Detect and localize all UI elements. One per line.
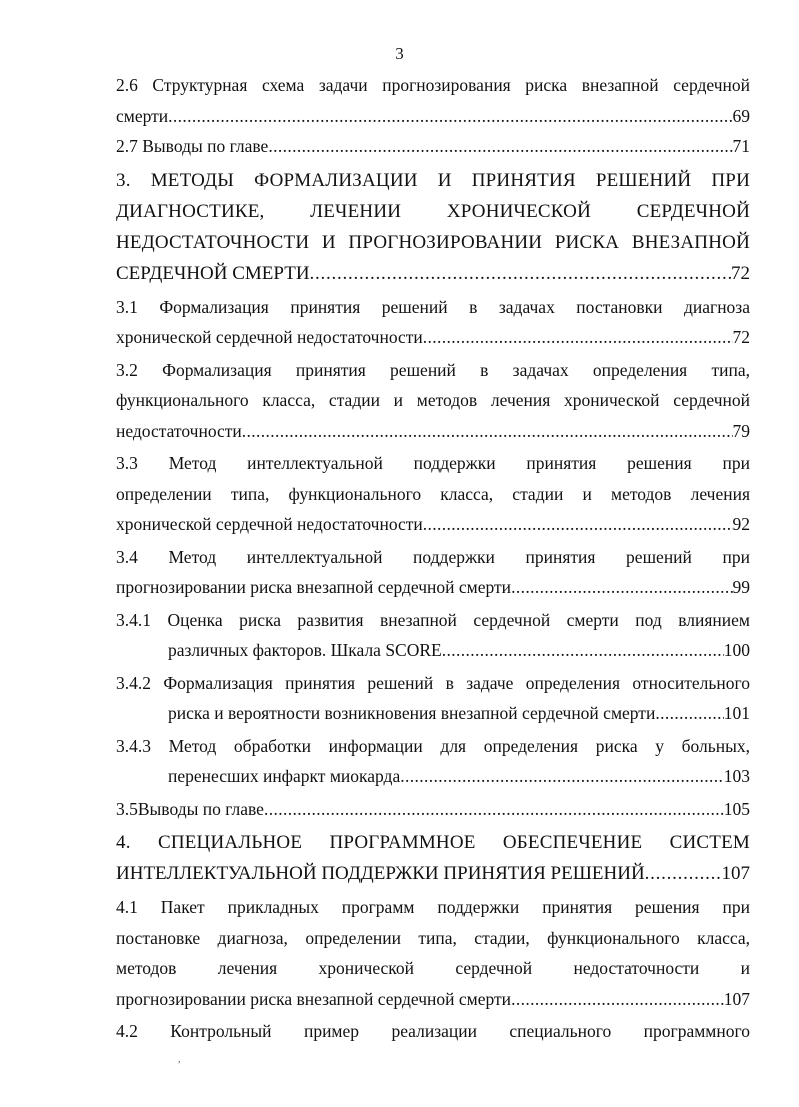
toc-text: ИНТЕЛЛЕКТУАЛЬНОЙ ПОДДЕРЖКИ ПРИНЯТИЯ РЕШЕНИЙ xyxy=(116,863,645,884)
leader-dots xyxy=(442,635,724,666)
toc-leader-line xyxy=(116,131,750,162)
toc-entry-3-4-2[interactable] xyxy=(116,668,750,729)
toc-line: НЕДОСТАТОЧНОСТИ И ПРОГНОЗИРОВАНИИ РИСКА ВНЕЗАПНОЙ xyxy=(116,231,750,253)
scan-speck: , xyxy=(178,1054,181,1065)
toc-text: недостаточности xyxy=(116,420,242,441)
toc-entry-3-1[interactable] xyxy=(116,292,750,353)
toc-text: риска и вероятности возникновения внезапной сердечной смерти xyxy=(168,703,656,723)
toc-line: 3.4.2 Формализация принятия решений в задаче определения относительного xyxy=(116,672,750,693)
toc-leader-line xyxy=(116,258,750,289)
toc-entry-2-7[interactable] xyxy=(116,131,750,162)
toc-line: 3.4 Метод интеллектуальной поддержки принятия решений при xyxy=(116,546,750,567)
toc-entry-4[interactable] xyxy=(116,827,750,889)
toc-line: 3.4.3 Метод обработки информации для определения риска у больных, xyxy=(116,735,750,756)
toc-entry-3-4-3[interactable] xyxy=(116,731,750,792)
toc-entry-3-4[interactable] xyxy=(116,542,750,603)
toc-entry-4-1[interactable] xyxy=(116,892,750,1014)
toc-leader-line xyxy=(116,322,750,353)
toc-page: 72 xyxy=(732,327,750,347)
toc-leader-line xyxy=(116,509,750,540)
toc-page: 100 xyxy=(723,640,750,660)
toc-leader-line xyxy=(116,416,750,447)
leader-dots xyxy=(655,698,723,729)
toc-line: 3.3 Метод интеллектуальной поддержки принятия решения при xyxy=(116,453,750,473)
toc-leader-line xyxy=(116,572,750,603)
toc-page: 92 xyxy=(732,514,750,534)
toc-leader-line xyxy=(116,794,750,825)
toc-entry-3-5[interactable] xyxy=(116,794,750,825)
toc-line: функционального класса, стадии и методов лечения хронической сердечной xyxy=(116,390,750,410)
toc-page: 71 xyxy=(732,136,750,156)
toc-line: 3.1 Формализация принятия решений в задачах постановки диагноза xyxy=(116,296,750,317)
toc-text: хронической сердечной недостаточности xyxy=(116,327,423,347)
toc-entry-3[interactable] xyxy=(116,165,750,289)
toc-line: 4.2 Контрольный пример реализации специального программного xyxy=(116,1021,750,1041)
page-number: 3 xyxy=(395,44,404,63)
toc-entry-3-3[interactable] xyxy=(116,448,750,540)
toc-line: 4.1 Пакет прикладных программ поддержки принятия решения при xyxy=(116,897,750,917)
toc-line: 4. СПЕЦИАЛЬНОЕ ПРОГРАММНОЕ ОБЕСПЕЧЕНИЕ СИСТЕМ xyxy=(116,832,750,853)
toc-leader-line xyxy=(116,698,750,729)
toc-page: 107 xyxy=(721,863,750,884)
leader-dots xyxy=(511,572,732,603)
leader-dots xyxy=(168,101,732,132)
toc-leader-line xyxy=(116,984,750,1015)
toc-line: 2.6 Структурная схема задачи прогнозирования риска внезапной сердечной xyxy=(116,75,750,95)
toc-text: перенесших инфаркт миокарда xyxy=(168,766,401,786)
leader-dots xyxy=(645,858,722,889)
toc-line: 3.4.1 Оценка риска развития внезапной сердечной смерти под влиянием xyxy=(116,609,750,630)
toc-page: 99 xyxy=(732,577,750,597)
toc-text: 3.5Выводы по главе xyxy=(116,798,264,819)
toc-leader-line xyxy=(116,635,750,666)
toc-text: хронической сердечной недостаточности xyxy=(116,514,423,534)
toc-entry-3-4-1[interactable] xyxy=(116,605,750,666)
toc-line: 3. МЕТОДЫ ФОРМАЛИЗАЦИИ И ПРИНЯТИЯ РЕШЕНИЙ ПРИ xyxy=(116,169,750,191)
toc-text: прогнозировании риска внезапной сердечной смерти xyxy=(116,577,512,597)
leader-dots xyxy=(242,416,733,447)
toc-page: 105 xyxy=(723,798,750,819)
toc-text: 2.7 Выводы по главе xyxy=(116,136,269,156)
toc-page: 69 xyxy=(732,105,750,126)
table-of-contents xyxy=(116,70,750,1049)
toc-entry-2-6[interactable] xyxy=(116,70,750,131)
toc-leader-line xyxy=(116,101,750,132)
toc-page: 79 xyxy=(732,420,750,441)
toc-text: различных факторов. Шкала SCORE xyxy=(168,640,442,660)
toc-line: 3.2 Формализация принятия решений в задачах определения типа, xyxy=(116,359,750,380)
toc-leader-line xyxy=(116,858,750,889)
leader-dots xyxy=(268,131,732,162)
toc-line: ДИАГНОСТИКЕ, ЛЕЧЕНИИ ХРОНИЧЕСКОЙ СЕРДЕЧНОЙ xyxy=(116,200,750,222)
toc-page: 107 xyxy=(723,988,750,1009)
toc-text: СЕРДЕЧНОЙ СМЕРТИ xyxy=(116,262,310,284)
toc-line: методов лечения хронической сердечной недостаточности и xyxy=(116,958,750,978)
leader-dots xyxy=(400,761,724,792)
toc-leader-line xyxy=(116,761,750,792)
toc-line: постановке диагноза, определении типа, стадии, функционального класса, xyxy=(116,927,750,948)
leader-dots xyxy=(264,794,724,825)
toc-text: смерти xyxy=(116,105,169,126)
leader-dots xyxy=(423,322,733,353)
leader-dots xyxy=(310,258,731,289)
toc-page: 72 xyxy=(731,262,750,284)
toc-page: 103 xyxy=(723,766,750,786)
toc-page: 101 xyxy=(723,703,750,723)
toc-text: прогнозировании риска внезапной сердечной смерти xyxy=(116,988,512,1009)
toc-line: определении типа, функционального класса, стадии и методов лечения xyxy=(116,483,750,504)
toc-entry-4-2[interactable] xyxy=(116,1016,750,1047)
leader-dots xyxy=(511,984,724,1015)
toc-entry-3-2[interactable] xyxy=(116,355,750,447)
leader-dots xyxy=(423,509,733,540)
